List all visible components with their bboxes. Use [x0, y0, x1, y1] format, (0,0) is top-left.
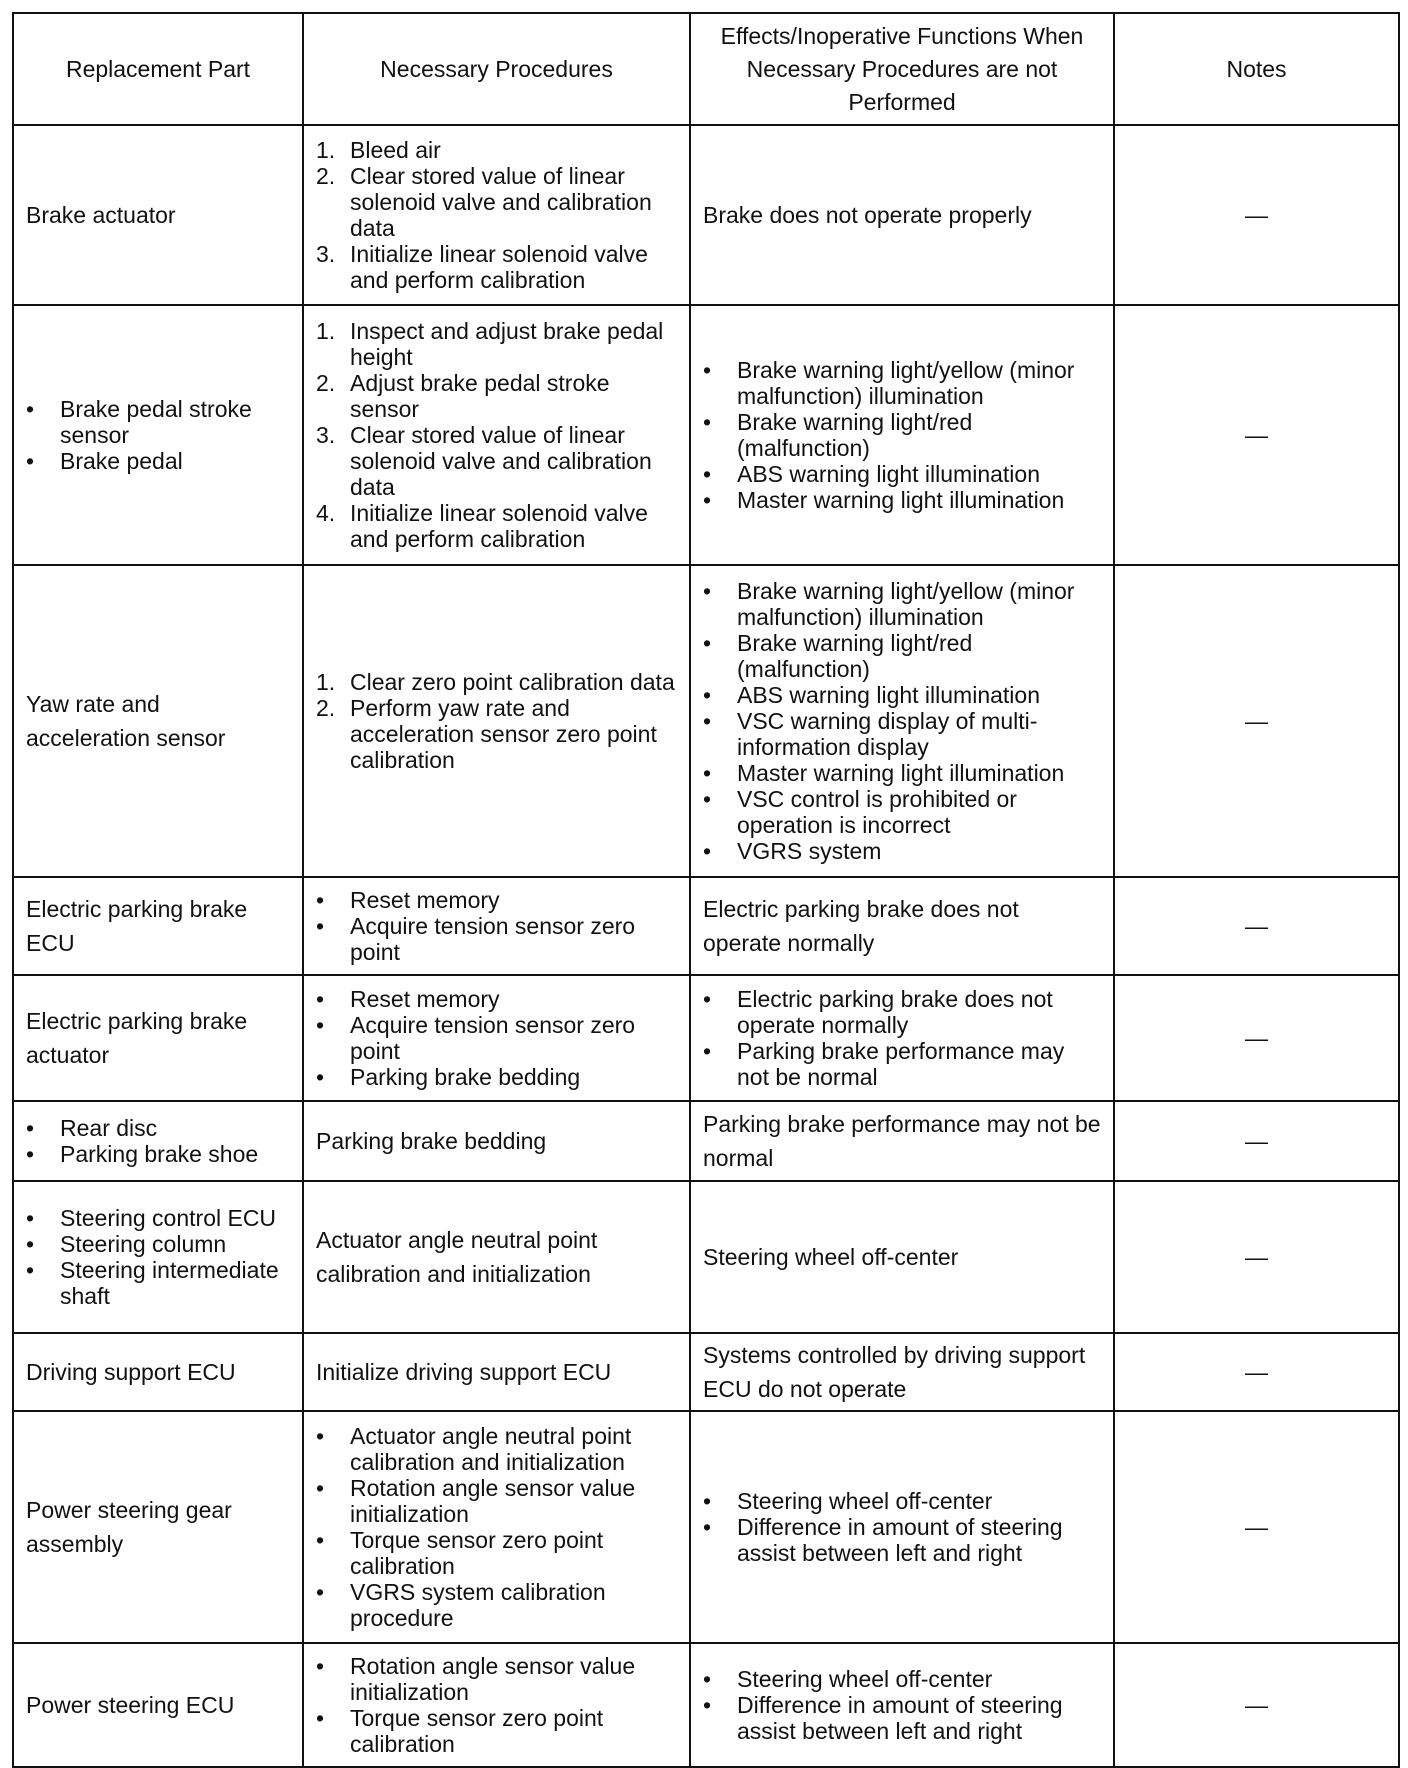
- table-row: [13, 975, 1399, 1101]
- notes-dash: —: [1245, 422, 1268, 448]
- part-text: Power steering gear assembly: [26, 1497, 232, 1557]
- table-row: [13, 1643, 1399, 1767]
- effects-cell: [690, 1101, 1114, 1181]
- notes-cell: [1114, 1181, 1399, 1333]
- bullet-list: [703, 986, 1101, 1090]
- bullet-list: [703, 1666, 1101, 1744]
- notes-cell: [1114, 305, 1399, 565]
- list-item: [316, 913, 677, 965]
- list-item: [316, 1475, 677, 1527]
- bullet-icon: •: [703, 1692, 712, 1718]
- bullet-icon: •: [26, 448, 35, 474]
- item-number: 1.: [316, 318, 336, 344]
- bullet-icon: •: [316, 1423, 325, 1449]
- bullet-icon: •: [703, 760, 712, 786]
- bullet-icon: •: [316, 887, 325, 913]
- list-item-text: Master warning light illumination: [737, 760, 1065, 786]
- notes-dash: —: [1245, 1244, 1268, 1270]
- bullet-icon: •: [703, 1666, 712, 1692]
- list-item-text: Difference in amount of steering assist between left and right: [737, 1514, 1063, 1566]
- bullet-icon: •: [703, 708, 712, 734]
- list-item: [703, 461, 1101, 487]
- part-cell: [13, 1181, 303, 1333]
- effects-cell: [690, 1181, 1114, 1333]
- procedures-cell: [303, 1333, 690, 1411]
- bullet-list: [316, 1423, 677, 1631]
- list-item: [26, 1257, 290, 1309]
- list-item-text: Steering wheel off-center: [737, 1488, 993, 1514]
- list-item: [26, 1141, 290, 1167]
- list-item: [703, 786, 1101, 838]
- table-body: [13, 125, 1399, 1767]
- bullet-list: [703, 1488, 1101, 1566]
- notes-dash: —: [1245, 1514, 1268, 1540]
- bullet-icon: •: [26, 396, 35, 422]
- notes-cell: [1114, 125, 1399, 305]
- list-item-text: Parking brake performance may not be normal: [737, 1038, 1065, 1090]
- notes-cell: [1114, 877, 1399, 975]
- header-replacement-part: Replacement Part: [13, 13, 303, 125]
- list-item-text: Brake warning light/red (malfunction): [737, 409, 973, 461]
- list-item: [703, 487, 1101, 513]
- bullet-icon: •: [316, 986, 325, 1012]
- notes-cell: [1114, 1101, 1399, 1181]
- header-necessary-procedures: Necessary Procedures: [303, 13, 690, 125]
- bullet-icon: •: [316, 1475, 325, 1501]
- list-item: [703, 682, 1101, 708]
- bullet-icon: •: [316, 1579, 325, 1605]
- list-item-text: VSC warning display of multi-information display: [737, 708, 1038, 760]
- effects-cell: [690, 565, 1114, 877]
- bullet-icon: •: [703, 487, 712, 513]
- list-item: [316, 137, 677, 163]
- bullet-icon: •: [703, 1488, 712, 1514]
- procedures-text: Initialize driving support ECU: [316, 1359, 612, 1385]
- procedures-text: Parking brake bedding: [316, 1128, 547, 1154]
- notes-cell: [1114, 1333, 1399, 1411]
- header-notes: Notes: [1114, 13, 1399, 125]
- bullet-icon: •: [703, 409, 712, 435]
- item-number: 3.: [316, 241, 336, 267]
- procedures-text: Actuator angle neutral point calibration and initialization: [316, 1227, 598, 1287]
- list-item: [703, 630, 1101, 682]
- list-item-text: Rotation angle sensor value initialization: [350, 1653, 636, 1705]
- list-item: [316, 1527, 677, 1579]
- bullet-list: [316, 986, 677, 1090]
- procedures-cell: [303, 565, 690, 877]
- bullet-icon: •: [316, 1064, 325, 1090]
- list-item-text: Master warning light illumination: [737, 487, 1065, 513]
- bullet-icon: •: [703, 1038, 712, 1064]
- list-item-text: Brake pedal: [60, 448, 183, 474]
- list-item-text: Brake warning light/yellow (minor malfunction) illumination: [737, 357, 1075, 409]
- list-item-text: Steering control ECU: [60, 1205, 277, 1231]
- notes-dash: —: [1245, 1359, 1268, 1385]
- procedures-cell: [303, 1181, 690, 1333]
- notes-cell: [1114, 1643, 1399, 1767]
- list-item: [26, 1115, 290, 1141]
- list-item-text: Brake warning light/red (malfunction): [737, 630, 973, 682]
- effects-text: Steering wheel off-center: [703, 1244, 959, 1270]
- list-item: [26, 1231, 290, 1257]
- table-row: [13, 1101, 1399, 1181]
- table-row: [13, 1181, 1399, 1333]
- list-item: [316, 1653, 677, 1705]
- list-item: [703, 578, 1101, 630]
- table-row: [13, 877, 1399, 975]
- bullet-icon: •: [703, 838, 712, 864]
- list-item: [316, 669, 677, 695]
- list-item-text: VGRS system calibration procedure: [350, 1579, 606, 1631]
- part-text: Electric parking brake ECU: [26, 896, 248, 956]
- list-item-text: VSC control is prohibited or operation is incorrect: [737, 786, 1017, 838]
- part-cell: [13, 877, 303, 975]
- notes-cell: [1114, 1411, 1399, 1643]
- bullet-list: [26, 1205, 290, 1309]
- list-item-text: Reset memory: [350, 887, 500, 913]
- list-item-text: Rotation angle sensor value initialization: [350, 1475, 636, 1527]
- procedures-cell: [303, 125, 690, 305]
- list-item-text: Acquire tension sensor zero point: [350, 1012, 636, 1064]
- list-item-text: Actuator angle neutral point calibration and initialization: [350, 1423, 632, 1475]
- list-item-text: Adjust brake pedal stroke sensor: [350, 370, 610, 422]
- list-item-text: Inspect and adjust brake pedal height: [350, 318, 664, 370]
- effects-cell: [690, 1643, 1114, 1767]
- notes-cell: [1114, 975, 1399, 1101]
- item-number: 2.: [316, 370, 336, 396]
- part-cell: [13, 1333, 303, 1411]
- procedures-sheet: [12, 12, 1398, 1768]
- list-item: [316, 986, 677, 1012]
- list-item-text: Perform yaw rate and acceleration sensor zero point calibration: [350, 695, 657, 773]
- bullet-icon: •: [703, 578, 712, 604]
- item-number: 4.: [316, 500, 336, 526]
- effects-cell: [690, 975, 1114, 1101]
- effects-cell: [690, 877, 1114, 975]
- list-item-text: ABS warning light illumination: [737, 682, 1040, 708]
- list-item: [703, 708, 1101, 760]
- list-item-text: Clear stored value of linear solenoid valve and calibration data: [350, 422, 652, 500]
- effects-cell: [690, 305, 1114, 565]
- part-cell: [13, 125, 303, 305]
- notes-dash: —: [1245, 1692, 1268, 1718]
- bullet-icon: •: [703, 986, 712, 1012]
- list-item-text: Initialize linear solenoid valve and perform calibration: [350, 241, 648, 293]
- part-cell: [13, 305, 303, 565]
- list-item: [316, 1423, 677, 1475]
- list-item: [316, 887, 677, 913]
- numbered-list: [316, 137, 677, 293]
- list-item-text: Steering wheel off-center: [737, 1666, 993, 1692]
- list-item: [703, 1666, 1101, 1692]
- list-item: [316, 1064, 677, 1090]
- notes-cell: [1114, 565, 1399, 877]
- notes-dash: —: [1245, 708, 1268, 734]
- list-item-text: Acquire tension sensor zero point: [350, 913, 636, 965]
- procedures-cell: [303, 1643, 690, 1767]
- table-row: [13, 305, 1399, 565]
- list-item: [316, 318, 677, 370]
- list-item-text: Reset memory: [350, 986, 500, 1012]
- notes-dash: —: [1245, 913, 1268, 939]
- part-cell: [13, 565, 303, 877]
- list-item: [316, 370, 677, 422]
- bullet-icon: •: [703, 357, 712, 383]
- header-row: [13, 13, 1399, 125]
- list-item: [26, 1205, 290, 1231]
- list-item-text: Brake pedal stroke sensor: [60, 396, 252, 448]
- effects-cell: [690, 1333, 1114, 1411]
- list-item-text: ABS warning light illumination: [737, 461, 1040, 487]
- list-item: [703, 1488, 1101, 1514]
- effects-text: Brake does not operate properly: [703, 202, 1032, 228]
- list-item: [26, 448, 290, 474]
- list-item-text: Bleed air: [350, 137, 441, 163]
- list-item-text: Steering intermediate shaft: [60, 1257, 279, 1309]
- list-item: [316, 500, 677, 552]
- item-number: 3.: [316, 422, 336, 448]
- bullet-list: [703, 357, 1101, 513]
- part-text: Yaw rate and acceleration sensor: [26, 691, 226, 751]
- list-item: [703, 838, 1101, 864]
- bullet-icon: •: [26, 1257, 35, 1283]
- bullet-list: [26, 1115, 290, 1167]
- item-number: 2.: [316, 163, 336, 189]
- procedures-cell: [303, 975, 690, 1101]
- bullet-icon: •: [26, 1141, 35, 1167]
- notes-dash: —: [1245, 202, 1268, 228]
- notes-dash: —: [1245, 1128, 1268, 1154]
- procedures-cell: [303, 1101, 690, 1181]
- part-text: Brake actuator: [26, 202, 176, 228]
- bullet-icon: •: [316, 1653, 325, 1679]
- list-item-text: Difference in amount of steering assist between left and right: [737, 1692, 1063, 1744]
- bullet-icon: •: [703, 1514, 712, 1540]
- bullet-icon: •: [703, 461, 712, 487]
- list-item: [26, 396, 290, 448]
- list-item: [316, 1012, 677, 1064]
- list-item-text: VGRS system: [737, 838, 882, 864]
- table-row: [13, 1333, 1399, 1411]
- bullet-list: [316, 887, 677, 965]
- list-item: [703, 1692, 1101, 1744]
- list-item: [316, 1705, 677, 1757]
- list-item: [703, 409, 1101, 461]
- list-item-text: Torque sensor zero point calibration: [350, 1705, 604, 1757]
- part-text: Power steering ECU: [26, 1692, 235, 1718]
- list-item: [316, 1579, 677, 1631]
- table-row: [13, 1411, 1399, 1643]
- bullet-list: [703, 578, 1101, 864]
- part-text: Driving support ECU: [26, 1359, 236, 1385]
- list-item-text: Clear stored value of linear solenoid valve and calibration data: [350, 163, 652, 241]
- table-row: [13, 125, 1399, 305]
- part-cell: [13, 1411, 303, 1643]
- list-item: [703, 986, 1101, 1038]
- procedures-cell: [303, 305, 690, 565]
- list-item-text: Parking brake shoe: [60, 1141, 259, 1167]
- bullet-icon: •: [703, 786, 712, 812]
- effects-text: Systems controlled by driving support ECU do not operate: [703, 1342, 1086, 1402]
- effects-cell: [690, 1411, 1114, 1643]
- item-number: 2.: [316, 695, 336, 721]
- list-item: [703, 357, 1101, 409]
- list-item-text: Initialize linear solenoid valve and perform calibration: [350, 500, 648, 552]
- bullet-icon: •: [26, 1205, 35, 1231]
- item-number: 1.: [316, 137, 336, 163]
- bullet-list: [26, 396, 290, 474]
- list-item-text: Clear zero point calibration data: [350, 669, 675, 695]
- procedures-cell: [303, 1411, 690, 1643]
- list-item-text: Parking brake bedding: [350, 1064, 581, 1090]
- part-cell: [13, 1101, 303, 1181]
- item-number: 1.: [316, 669, 336, 695]
- list-item-text: Steering column: [60, 1231, 227, 1257]
- list-item: [703, 1514, 1101, 1566]
- bullet-icon: •: [703, 682, 712, 708]
- list-item: [316, 163, 677, 241]
- list-item: [316, 241, 677, 293]
- list-item-text: Rear disc: [60, 1115, 158, 1141]
- replacement-procedures-table: [12, 12, 1400, 1768]
- bullet-icon: •: [316, 1012, 325, 1038]
- list-item: [316, 422, 677, 500]
- bullet-icon: •: [316, 1527, 325, 1553]
- list-item-text: Torque sensor zero point calibration: [350, 1527, 604, 1579]
- part-cell: [13, 1643, 303, 1767]
- effects-text: Parking brake performance may not be normal: [703, 1111, 1101, 1171]
- header-effects: Effects/Inoperative Functions When Necessary Procedures are not Performed: [690, 13, 1114, 125]
- numbered-list: [316, 318, 677, 552]
- procedures-cell: [303, 877, 690, 975]
- part-text: Electric parking brake actuator: [26, 1008, 248, 1068]
- numbered-list: [316, 669, 677, 773]
- table-row: [13, 565, 1399, 877]
- bullet-icon: •: [703, 630, 712, 656]
- list-item-text: Electric parking brake does not operate normally: [737, 986, 1053, 1038]
- bullet-list: [316, 1653, 677, 1757]
- notes-dash: —: [1245, 1025, 1268, 1051]
- bullet-icon: •: [26, 1231, 35, 1257]
- part-cell: [13, 975, 303, 1101]
- effects-text: Electric parking brake does not operate normally: [703, 896, 1019, 956]
- list-item: [703, 1038, 1101, 1090]
- list-item: [316, 695, 677, 773]
- bullet-icon: •: [316, 913, 325, 939]
- bullet-icon: •: [26, 1115, 35, 1141]
- list-item: [703, 760, 1101, 786]
- bullet-icon: •: [316, 1705, 325, 1731]
- effects-cell: [690, 125, 1114, 305]
- list-item-text: Brake warning light/yellow (minor malfunction) illumination: [737, 578, 1075, 630]
